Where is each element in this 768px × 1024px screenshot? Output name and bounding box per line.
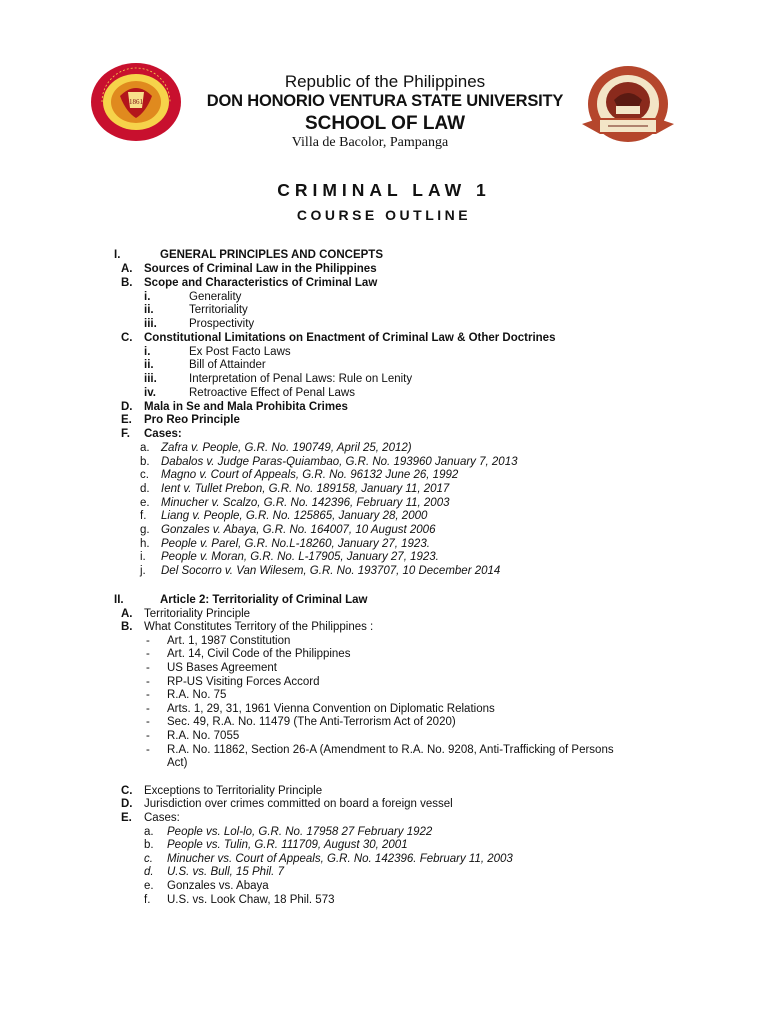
case-marker: a.	[144, 826, 154, 838]
outline-subitem: Ex Post Facto Laws	[189, 346, 291, 358]
case-citation: Minucher vs. Court of Appeals, G.R. No. 142396. February 11, 2003	[167, 853, 513, 865]
item-marker: E.	[121, 812, 132, 824]
case-marker: i.	[140, 551, 146, 563]
case-marker: g.	[140, 524, 150, 536]
case-citation: Del Socorro v. Van Wilesem, G.R. No. 193707, 10 December 2014	[161, 565, 501, 577]
case-citation: People v. Parel, G.R. No.L-18260, January 27, 1923.	[161, 538, 430, 550]
case-marker: d.	[144, 866, 154, 878]
outline-item: Cases:	[144, 428, 182, 440]
case-marker: f.	[140, 510, 147, 522]
territory-source: Sec. 49, R.A. No. 11479 (The Anti-Terrorism Act of 2020)	[167, 716, 456, 728]
outline-item: Cases:	[144, 812, 180, 824]
dash-bullet: -	[146, 730, 150, 742]
university-seal-logo	[90, 62, 182, 142]
case-marker: c.	[144, 853, 153, 865]
dash-bullet: -	[146, 689, 150, 701]
dash-bullet: -	[146, 744, 150, 756]
case-citation: Minucher v. Scalzo, G.R. No. 142396, February 11, 2003	[161, 497, 450, 509]
subitem-marker: i.	[144, 346, 151, 358]
case-marker: h.	[140, 538, 150, 550]
outline-item: Jurisdiction over crimes committed on board a foreign vessel	[144, 798, 453, 810]
case-marker: b.	[140, 456, 150, 468]
territory-source: R.A. No. 7055	[167, 730, 240, 742]
outline-item: Exceptions to Territoriality Principle	[144, 785, 323, 797]
territory-source: R.A. No. 11862, Section 26-A (Amendment to R.A. No. 9208, Anti-Trafficking of Persons	[167, 744, 614, 756]
dash-bullet: -	[146, 635, 150, 647]
outline-item: Scope and Characteristics of Criminal Law	[144, 277, 378, 289]
outline-subitem: Interpretation of Penal Laws: Rule on Lenity	[189, 373, 413, 385]
territory-source: US Bases Agreement	[167, 662, 277, 674]
case-citation: Zafra v. People, G.R. No. 190749, April 25, 2012)	[161, 442, 412, 454]
letterhead	[0, 62, 768, 162]
territory-source: Arts. 1, 29, 31, 1961 Vienna Convention on Diplomatic Relations	[167, 703, 495, 715]
case-citation: People vs. Lol-lo, G.R. No. 17958 27 February 1922	[167, 826, 433, 838]
subitem-marker: ii.	[144, 304, 154, 316]
case-citation: People vs. Tulin, G.R. 111709, August 30, 2001	[167, 839, 408, 851]
outline-subitem: Bill of Attainder	[189, 359, 266, 371]
case-marker: d.	[140, 483, 150, 495]
school-location: Villa de Bacolor, Pampanga	[291, 135, 449, 150]
case-citation: Ient v. Tullet Prebon, G.R. No. 189158, January 11, 2017	[161, 483, 450, 495]
outline-item: Constitutional Limitations on Enactment of Criminal Law & Other Doctrines	[144, 332, 556, 344]
subitem-marker: i.	[144, 291, 151, 303]
territory-source: Art. 1, 1987 Constitution	[167, 635, 291, 647]
subitem-marker: ii.	[144, 359, 154, 371]
item-marker: F.	[121, 428, 130, 440]
territory-source: RP-US Visiting Forces Accord	[167, 676, 320, 688]
case-marker: b.	[144, 839, 154, 851]
outline-subitem: Retroactive Effect of Penal Laws	[189, 387, 355, 399]
case-citation: Gonzales v. Abaya, G.R. No. 164007, 10 August 2006	[161, 524, 436, 536]
item-marker: B.	[121, 277, 133, 289]
case-marker: f.	[144, 894, 151, 906]
republic-line: Republic of the Philippines	[284, 72, 486, 91]
outline-item: What Constitutes Territory of the Philippines :	[144, 621, 374, 633]
subitem-marker: iii.	[144, 318, 157, 330]
section-heading: Article 2: Territoriality of Criminal Law	[160, 594, 368, 606]
case-marker: j.	[140, 565, 146, 577]
outline-item: Pro Reo Principle	[144, 414, 240, 426]
dash-bullet: -	[146, 703, 150, 715]
item-marker: E.	[121, 414, 132, 426]
section-heading: GENERAL PRINCIPLES AND CONCEPTS	[160, 249, 383, 261]
subitem-marker: iv.	[144, 387, 156, 399]
outline-subitem: Generality	[189, 291, 242, 303]
svg-text:1861: 1861	[129, 98, 143, 106]
document-title: CRIMINAL LAW 1	[277, 180, 491, 200]
dash-bullet: -	[146, 676, 150, 688]
document-subtitle: COURSE OUTLINE	[296, 207, 472, 223]
item-marker: B.	[121, 621, 133, 633]
item-marker: A.	[121, 608, 133, 620]
case-citation: Gonzales vs. Abaya	[167, 880, 269, 892]
outline-item: Mala in Se and Mala Prohibita Crimes	[144, 401, 348, 413]
item-marker: D.	[121, 401, 133, 413]
school-name: SCHOOL OF LAW	[304, 113, 466, 134]
section-number: II.	[114, 594, 124, 606]
outline-item: Territoriality Principle	[144, 608, 251, 620]
case-citation: Liang v. People, G.R. No. 125865, January 28, 2000	[161, 510, 428, 522]
case-marker: e.	[140, 497, 150, 509]
university-name: DON HONORIO VENTURA STATE UNIVERSITY	[206, 92, 564, 110]
item-marker: D.	[121, 798, 133, 810]
case-marker: a.	[140, 442, 150, 454]
outline-subitem: Territoriality	[189, 304, 248, 316]
territory-source: Art. 14, Civil Code of the Philippines	[167, 648, 351, 660]
case-citation: Magno v. Court of Appeals, G.R. No. 96132 June 26, 1992	[161, 469, 459, 481]
outline-subitem: Prospectivity	[189, 318, 255, 330]
case-marker: c.	[140, 469, 149, 481]
school-of-law-seal-logo	[578, 64, 678, 148]
item-marker: A.	[121, 263, 133, 275]
dash-bullet: -	[146, 648, 150, 660]
territory-source: R.A. No. 75	[167, 689, 227, 701]
case-citation: Dabalos v. Judge Paras-Quiambao, G.R. No. 193960 January 7, 2013	[161, 456, 518, 468]
case-marker: e.	[144, 880, 154, 892]
item-marker: C.	[121, 332, 133, 344]
dash-bullet: -	[146, 662, 150, 674]
item-marker: C.	[121, 785, 133, 797]
case-citation: U.S. vs. Bull, 15 Phil. 7	[167, 866, 284, 878]
case-citation: U.S. vs. Look Chaw, 18 Phil. 573	[167, 894, 335, 906]
territory-source-continued: Act)	[167, 757, 188, 769]
case-citation: People v. Moran, G.R. No. L-17905, January 27, 1923.	[161, 551, 439, 563]
subitem-marker: iii.	[144, 373, 157, 385]
dash-bullet: -	[146, 716, 150, 728]
section-number: I.	[114, 249, 121, 261]
outline-item: Sources of Criminal Law in the Philippines	[144, 263, 377, 275]
